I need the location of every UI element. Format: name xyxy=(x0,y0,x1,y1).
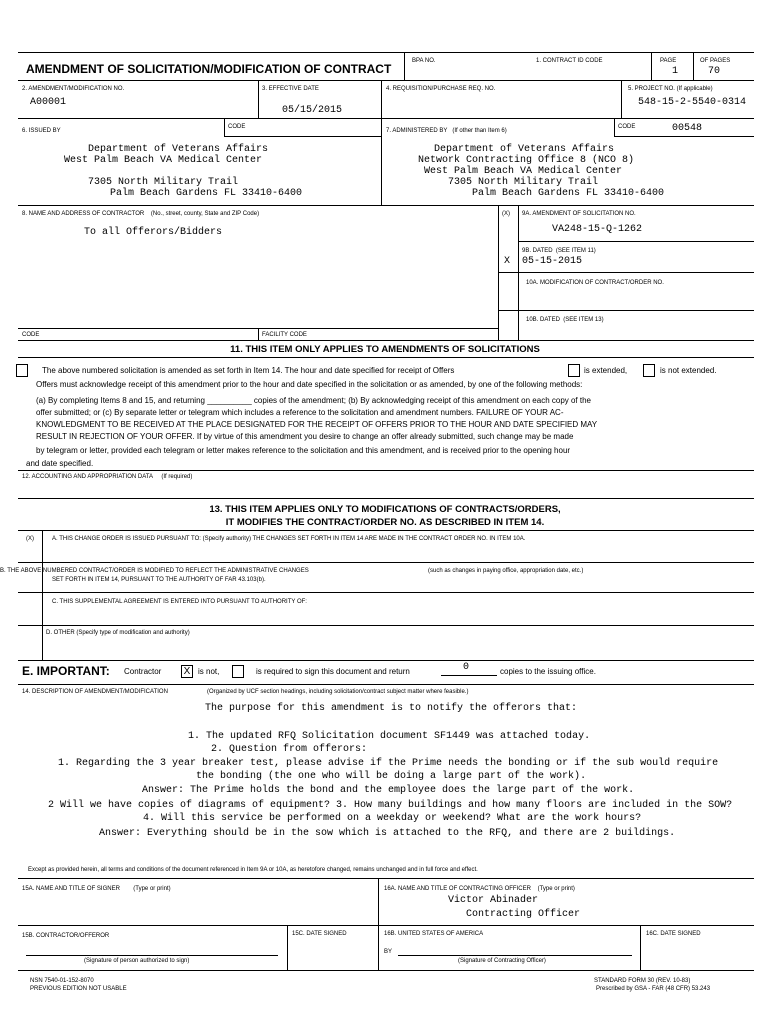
by-label: BY xyxy=(384,949,393,955)
is-required-text: is required to sign this document and return xyxy=(256,667,410,676)
code-label: CODE xyxy=(22,332,40,338)
officer-title: Contracting Officer xyxy=(466,909,581,920)
s16a-label: 16A. NAME AND TITLE OF CONTRACTING OFFICER (Type or print) xyxy=(384,886,575,892)
extended-label: is extended, xyxy=(584,366,628,375)
solicitation-checkbox[interactable] xyxy=(16,364,28,377)
section11-para-3: KNOWLEDGMENT TO BE RECEIVED AT THE PLACE DESIGNATED FOR THE RECEIPT OF OFFERS PRIOR TO THE HOUR AND DATE SPECIFIED MAY xyxy=(36,420,598,429)
admin-line-3: West Palm Beach VA Medical Center xyxy=(424,166,623,177)
section11-para-2: offer submitted; or (c) By separate letter or telegram which includes a reference to the solicitation and amendment numbers. FAILURE OF YOUR AC- xyxy=(36,408,564,417)
s15a-label: 15A. NAME AND TITLE OF SIGNER (Type or print) xyxy=(22,886,171,892)
section11-title: 11. THIS ITEM ONLY APPLIES TO AMENDMENTS OF SOLICITATIONS xyxy=(230,344,540,355)
admin-code-value: 00548 xyxy=(672,123,703,134)
footer-prev: PREVIOUS EDITION NOT USABLE xyxy=(30,986,127,992)
of-pages-label: OF PAGES xyxy=(700,58,731,64)
admin-line-1: Department of Veterans Affairs xyxy=(434,144,615,155)
item9a-label: 9A. AMENDMENT OF SOLICITATION NO. xyxy=(522,211,636,217)
item9b-value: 05-15-2015 xyxy=(522,256,583,267)
sig-officer-caption: (Signature of Contracting Officer) xyxy=(458,958,546,964)
officer-name: Victor Abinader xyxy=(448,895,539,906)
item14-line-7: 2 Will we have copies of diagrams of equipment? 3. How many buildings and how many floors are included in the SOW? xyxy=(48,800,733,811)
is-required-checkbox[interactable] xyxy=(232,665,244,678)
footer-nsn: NSN 7540-01-152-8070 xyxy=(30,978,94,984)
section13-b1-note: (such as changes in paying office, appropriation date, etc.) xyxy=(428,568,584,574)
footer-sf: STANDARD FORM 30 (REV. 10-83) xyxy=(594,978,691,984)
item14-line-9: Answer: Everything should be in the sow which is attached to the RFQ, and there are 2 buildings. xyxy=(99,828,676,839)
contractor-text: Contractor xyxy=(124,667,162,676)
item14-note: (Organized by UCF section headings, including solicitation/contract subject matter where feasible.) xyxy=(207,689,469,695)
is-not-checkbox[interactable]: X xyxy=(181,665,193,678)
item14-line-5: the bonding (the one who will be doing a large part of the work). xyxy=(196,771,587,782)
except-text: Except as provided herein, all terms and conditions of the document referenced in Item 9A or 10A, as heretofore changed, remains unchanged and in full force and effect. xyxy=(28,867,478,873)
section13-b2: SET FORTH IN ITEM 14, PURSUANT TO THE AUTHORITY OF FAR 43.103(b). xyxy=(52,577,266,583)
item10b-label: 10B. DATED (SEE ITEM 13) xyxy=(526,317,604,323)
form-title: AMENDMENT OF SOLICITATION/MODIFICATION OF CONTRACT xyxy=(26,62,392,76)
item14-line-6: Answer: The Prime holds the bond and the employee does the large part of the work. xyxy=(142,785,635,796)
issued-line-4: Palm Beach Gardens FL 33410-6400 xyxy=(110,188,303,199)
issued-line-3: 7305 North Military Trail xyxy=(88,177,239,188)
facility-label: FACILITY CODE xyxy=(262,332,307,338)
item14-line-2: 1. The updated RFQ Solicitation document SF1449 was attached today. xyxy=(188,731,591,742)
section13-a: A. THIS CHANGE ORDER IS ISSUED PURSUANT TO: (Specify authority) THE CHANGES SET FORTH IN ITEM 14 ARE MADE IN THE CONTRACT ORDER NO. IN ITEM 10A. xyxy=(52,536,526,542)
bpa-label: BPA NO. xyxy=(412,58,436,64)
amendment-label: 2. AMENDMENT/MODIFICATION NO. xyxy=(22,86,125,92)
requisition-label: 4. REQUISITION/PURCHASE REQ. NO. xyxy=(386,86,496,92)
section13-x-label: (X) xyxy=(26,536,34,542)
contractor-value: To all Offerors/Bidders xyxy=(84,227,223,238)
issued-code-label: CODE xyxy=(228,124,246,130)
item14-line-4: 1. Regarding the 3 year breaker test, please advise if the Prime needs the bonding or if the sub would require xyxy=(58,758,719,769)
not-extended-label: is not extended. xyxy=(660,366,717,375)
item14-line-1: The purpose for this amendment is to notify the offerors that: xyxy=(205,703,578,714)
amendment-value: A00001 xyxy=(30,97,67,108)
item14-line-8: 4. Will this service be performed on a weekday or weekend? What are the work hours? xyxy=(143,813,642,824)
footer-prescribed: Prescribed by GSA - FAR (48 CFR) 53.243 xyxy=(596,986,711,992)
page-value: 1 xyxy=(672,66,679,77)
project-value: 548-15-2-5540-0314 xyxy=(638,97,747,108)
s15b-label: 15B. CONTRACTOR/OFFEROR xyxy=(22,933,110,939)
x-col-label: (X) xyxy=(502,211,510,217)
item12-label: 12. ACCOUNTING AND APPROPRIATION DATA (If required) xyxy=(22,474,193,480)
effective-label: 3. EFFECTIVE DATE xyxy=(262,86,319,92)
item9a-value: VA248-15-Q-1262 xyxy=(552,224,643,235)
effective-value: 05/15/2015 xyxy=(282,105,343,116)
contractor-label: 8. NAME AND ADDRESS OF CONTRACTOR (No., street, county, State and ZIP Code) xyxy=(22,211,260,217)
item10a-label: 10A. MODIFICATION OF CONTRACT/ORDER NO. xyxy=(526,280,664,286)
project-label: 5. PROJECT NO. (If applicable) xyxy=(628,86,713,92)
section11-line2: Offers must acknowledge receipt of this amendment prior to the hour and date specified in the solicitation or as amended, by one of the following methods: xyxy=(36,380,583,389)
item14-line-3: 2. Question from offerors: xyxy=(211,744,368,755)
section11-para-6: and date specified. xyxy=(26,459,94,468)
section11-para-5: by telegram or letter, provided each telegram or letter makes reference to the solicitation and this amendment, and is received prior to the opening hour xyxy=(36,446,571,455)
of-pages-value: 70 xyxy=(708,66,721,77)
section13-b1: B. THE ABOVE NUMBERED CONTRACT/ORDER IS MODIFIED TO REFLECT THE ADMINISTRATIVE CHANGES xyxy=(0,568,309,574)
copies-underline xyxy=(441,675,497,676)
section13-c: C. THIS SUPPLEMENTAL AGREEMENT IS ENTERED INTO PURSUANT TO AUTHORITY OF: xyxy=(52,599,307,605)
admin-line-4: 7305 North Military Trail xyxy=(448,177,599,188)
extended-checkbox[interactable] xyxy=(568,364,580,377)
section11-para-4: RESULT IN REJECTION OF YOUR OFFER. If by virtue of this amendment you desire to change an offer already submitted, such change may be made xyxy=(36,432,574,441)
item9b-label: 9B. DATED (SEE ITEM 11) xyxy=(522,248,596,254)
s16b-label: 16B. UNITED STATES OF AMERICA xyxy=(384,931,484,937)
section13-title-2: IT MODIFIES THE CONTRACT/ORDER NO. AS DESCRIBED IN ITEM 14. xyxy=(225,517,545,528)
section13-title-1: 13. THIS ITEM APPLIES ONLY TO MODIFICATIONS OF CONTRACTS/ORDERS, xyxy=(209,504,561,515)
issued-label: 6. ISSUED BY xyxy=(22,128,61,134)
admin-line-5: Palm Beach Gardens FL 33410-6400 xyxy=(472,188,665,199)
item9b-x: X xyxy=(504,256,511,267)
contract-id-label: 1. CONTRACT ID CODE xyxy=(536,58,603,64)
copies-value: 0 xyxy=(463,662,470,673)
admin-label: 7. ADMINISTERED BY (If other than Item 6) xyxy=(386,128,507,134)
sig-person-caption: (Signature of person authorized to sign) xyxy=(84,958,190,964)
important-label: E. IMPORTANT: xyxy=(22,664,110,678)
copies-text: copies to the issuing office. xyxy=(500,667,596,676)
section13-d: D. OTHER (Specify type of modification and authority) xyxy=(46,630,190,636)
issued-line-1: Department of Veterans Affairs xyxy=(88,144,269,155)
s16c-label: 16C. DATE SIGNED xyxy=(646,931,701,937)
section11-line1: The above numbered solicitation is amended as set forth in Item 14. The hour and date specified for receipt of Offers xyxy=(42,366,455,375)
issued-line-2: West Palm Beach VA Medical Center xyxy=(64,155,263,166)
admin-code-label: CODE xyxy=(618,124,636,130)
not-extended-checkbox[interactable] xyxy=(643,364,655,377)
admin-line-2: Network Contracting Office 8 (NCO 8) xyxy=(418,155,635,166)
item14-label: 14. DESCRIPTION OF AMENDMENT/MODIFICATION xyxy=(22,689,168,695)
page-label: PAGE xyxy=(660,58,677,64)
is-not-text: is not, xyxy=(198,667,220,676)
section11-para-1: (a) By completing Items 8 and 15, and returning __________ copies of the amendment; (b) By acknowledging receipt of this amendment on each copy of the xyxy=(36,396,591,405)
s15c-label: 15C. DATE SIGNED xyxy=(292,931,347,937)
